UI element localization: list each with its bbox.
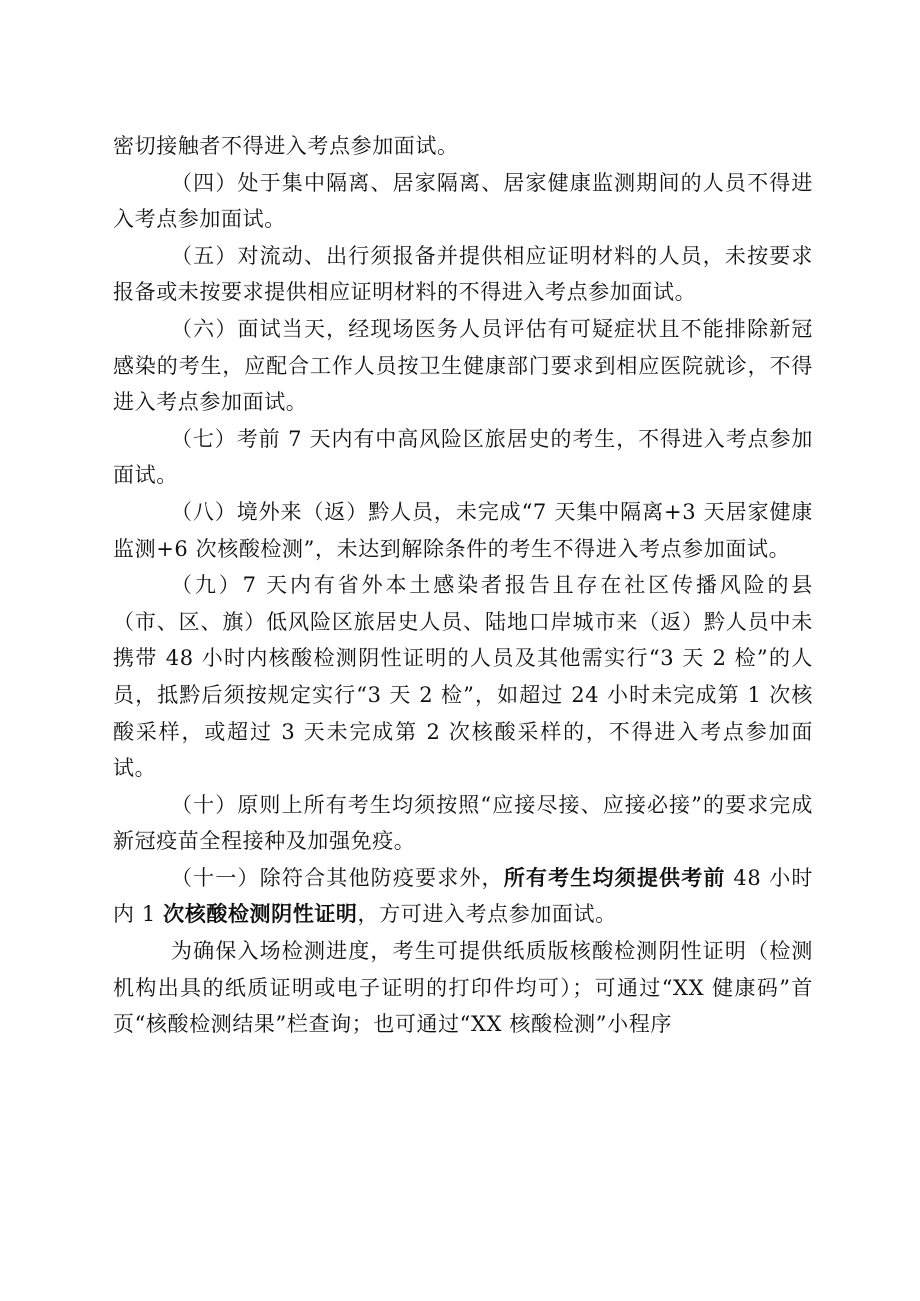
- item-11-intro: （十一）除符合其他防疫要求外，: [171, 865, 504, 890]
- item-11-timeframe: 48 小时内 1: [113, 865, 813, 927]
- paragraph-item-5: （五）对流动、出行须报备并提供相应证明材料的人员，未按要求报备或未按要求提供相应证明材料的不得进入考点参加面试。: [113, 243, 813, 305]
- paragraph-item-9: （九）7 天内有省外本土感染者报告且存在社区传播风险的县（市、区、旗）低风险区旅居史人员、陆地口岸城市来（返）黔人员中未携带 48 小时内核酸检测阴性证明的人员及其他需实行“3 天 2 检”的人员，抵黔后须按规定实行“3 天 2 检”，如超过 24 小时未完成第 1 次核酸采样，或超过 3 天未完成第 2 次核酸采样的，不得进入考点参加面试。: [113, 573, 813, 781]
- paragraph-item-8: （八）境外来（返）黔人员，未完成“7 天集中隔离+3 天居家健康监测+6 次核酸检测”，未达到解除条件的考生不得进入考点参加面试。: [113, 499, 813, 561]
- paragraph-continuation: 密切接触者不得进入考点参加面试。: [113, 134, 459, 158]
- item-11-outro: ，方可进入考点参加面试。: [357, 902, 617, 927]
- paragraph-testing-instructions: 为确保入场检测进度，考生可提供纸质版核酸检测阴性证明（检测机构出具的纸质证明或电子证明的打印件均可）；可通过“XX 健康码”首页“核酸检测结果”栏查询；也可通过“XX 核酸检测”小程序: [113, 939, 813, 1037]
- paragraph-item-7: （七）考前 7 天内有中高风险区旅居史的考生，不得进入考点参加面试。: [113, 426, 813, 488]
- paragraph-item-4: （四）处于集中隔离、居家隔离、居家健康监测期间的人员不得进入考点参加面试。: [113, 170, 813, 232]
- item-11-bold-certificate: 次核酸检测阴性证明: [163, 902, 358, 927]
- document-body: [113, 128, 813, 1043]
- paragraph-item-11: [113, 860, 813, 933]
- item-11-bold-requirement: 所有考生均须提供考前: [503, 865, 726, 890]
- paragraph-item-10: （十）原则上所有考生均须按照“应接尽接、应接必接”的要求完成新冠疫苗全程接种及加强免疫。: [113, 792, 813, 854]
- paragraph-item-6: （六）面试当天，经现场医务人员评估有可疑症状且不能排除新冠感染的考生，应配合工作人员按卫生健康部门要求到相应医院就诊，不得进入考点参加面试。: [113, 316, 813, 415]
